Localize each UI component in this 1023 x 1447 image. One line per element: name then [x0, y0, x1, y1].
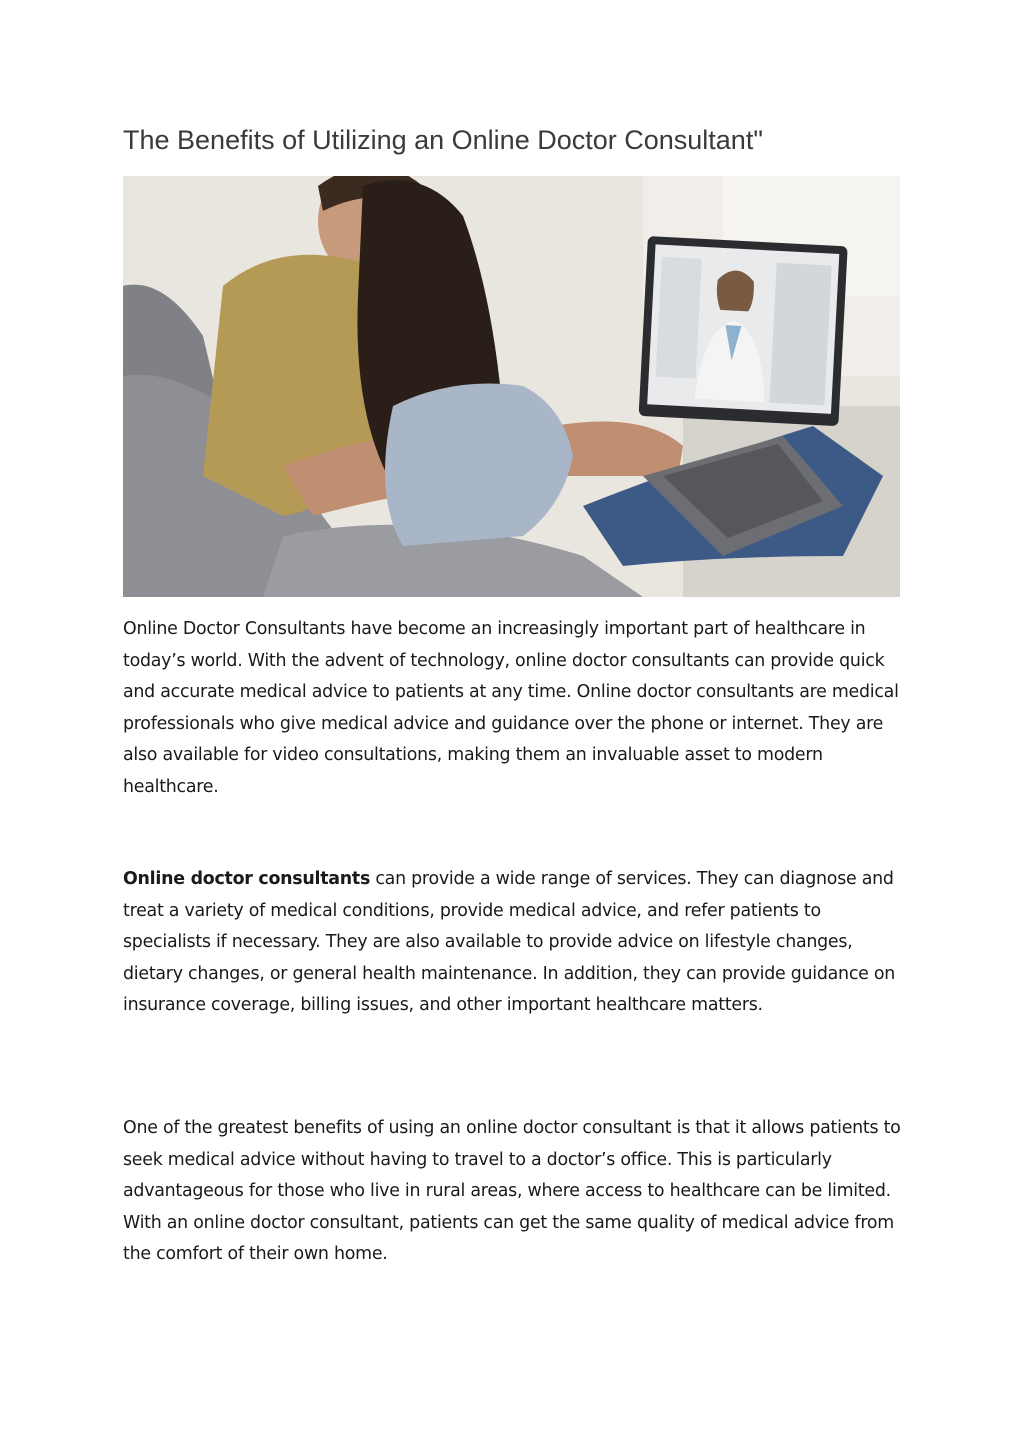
- paragraph-services-text: can provide a wide range of services. They can diagnose and treat a variety of medical conditions, provide medical advice, and refer patients to specialists if necessary. They are also available to provide advice on lifestyle changes, dietary changes, or general health maintenance. In addition, they can provide guidance on insurance coverage, billing issues, and other important healthcare matters.: [123, 869, 896, 1015]
- paragraph-services: [123, 864, 903, 1022]
- page-title: The Benefits of Utilizing an Online Doctor Consultant": [123, 125, 763, 155]
- paragraph-intro: Online Doctor Consultants have become an increasingly important part of healthcare in today’s world. With the advent of technology, online doctor consultants can provide quick and accurate medical advice to patients at any time. Online doctor consultants are medical professionals who give medical advice and guidance over the phone or internet. They are also available for video consultations, making them an invaluable asset to modern healthcare.: [123, 619, 899, 797]
- paragraph-benefits: One of the greatest benefits of using an online doctor consultant is that it allows patients to seek medical advice without having to travel to a doctor’s office. This is particularly advantageous for those who live in rural areas, where access to healthcare can be limited. With an online doctor consultant, patients can get the same quality of medical advice from the comfort of their own home.: [123, 1118, 901, 1264]
- paragraph-lead-bold: Online doctor consultants: [123, 869, 371, 889]
- hero-image: [123, 176, 900, 597]
